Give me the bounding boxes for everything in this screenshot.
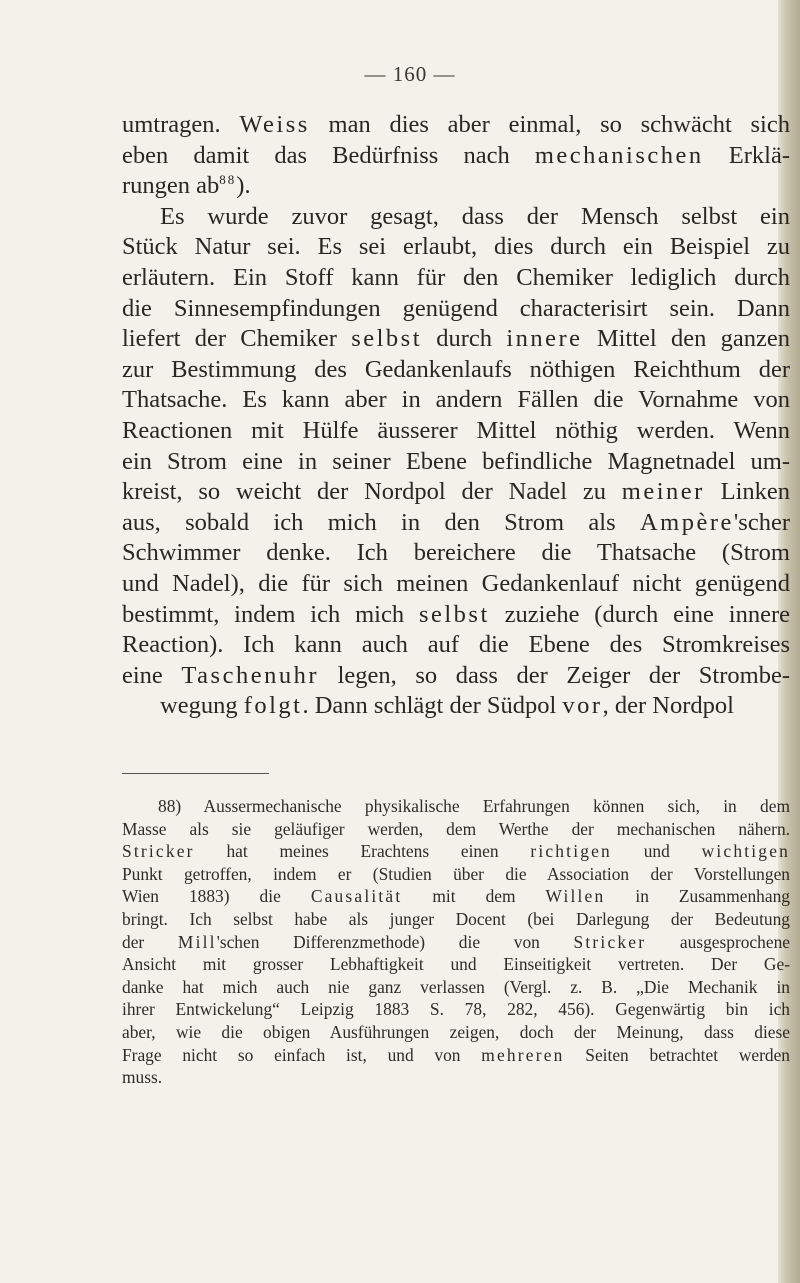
text-line — [122, 263, 790, 294]
text-segment: erläutern. Ein Stoff kann für den Chemiker lediglich durch — [122, 263, 790, 291]
text-line — [122, 232, 790, 263]
footnote-separator — [122, 773, 269, 774]
emphasized-word: meiner — [621, 478, 705, 506]
text-segment: Punkt getroffen, indem er (Studien über die Association der Vorstellungen — [122, 863, 790, 884]
text-segment: legen, so dass der Zeiger der Strombe- — [318, 661, 790, 689]
text-segment: 'schen Differenzmethode) die von — [216, 931, 574, 952]
text-line — [122, 294, 790, 325]
text-segment: liefert der Chemiker — [122, 325, 352, 353]
footnote-line — [122, 840, 790, 863]
text-segment: Erklä- — [703, 141, 791, 169]
emphasized-word: vor — [562, 692, 603, 720]
text-segment: hat meines Erachtens einen — [194, 841, 531, 862]
footnote-line — [122, 818, 790, 841]
text-line — [122, 171, 790, 202]
text-line — [122, 416, 790, 447]
footnote-line — [122, 908, 790, 931]
text-segment: eine — [122, 661, 182, 689]
emphasized-word: Weiss — [239, 111, 310, 138]
text-segment: Thatsache. Es kann aber in andern Fällen die Vornahme von — [122, 386, 790, 414]
main-text — [122, 110, 790, 722]
text-segment: der — [122, 931, 178, 952]
emphasized-word: mehreren — [481, 1044, 565, 1065]
text-segment: Reactionen mit Hülfe äusserer Mittel nöthig werden. Wenn — [122, 416, 790, 444]
footnote-reference: 88 — [219, 172, 237, 188]
text-segment: mit dem — [402, 886, 546, 907]
emphasized-word: selbst — [418, 600, 490, 628]
text-line — [122, 141, 790, 172]
page-number: — 160 — — [364, 62, 456, 86]
emphasized-word: Stricker — [122, 841, 195, 862]
text-line — [122, 538, 790, 569]
text-line — [122, 447, 790, 478]
text-segment: durch — [422, 325, 507, 353]
emphasized-word: selbst — [351, 325, 422, 353]
emphasized-word: mechanischen — [534, 141, 704, 169]
text-line — [122, 630, 790, 661]
emphasized-word: Willen — [545, 886, 606, 907]
text-segment: ihrer Entwickelung“ Leipzig 1883 S. 78, 282, 456). Gegenwärtig bin ich — [122, 999, 790, 1020]
text-line — [122, 355, 790, 386]
text-line — [122, 600, 790, 631]
text-segment: , der Nordpol — [602, 692, 734, 720]
text-segment: Stück Natur sei. Es sei erlaubt, dies durch ein Beispiel zu — [122, 233, 790, 261]
text-segment: Ansicht mit grosser Lebhaftigkeit und Einseitigkeit vertreten. Der Ge- — [122, 954, 790, 975]
text-segment: aus, sobald ich mich in den Strom als — [122, 508, 640, 536]
text-segment: Linken — [704, 478, 790, 506]
text-line — [122, 202, 790, 233]
text-segment: 88) Aussermechanische physikalische Erfahrungen können sich, in dem — [158, 796, 790, 816]
footnote-line — [122, 863, 790, 886]
text-segment: Wien 1883) die — [122, 886, 311, 907]
footnote-line — [122, 795, 790, 818]
emphasized-word: innere — [506, 325, 583, 353]
emphasized-word: Mill — [177, 931, 217, 952]
text-segment: in Zusammenhang — [605, 886, 790, 907]
text-segment: Mittel den ganzen — [582, 325, 790, 353]
text-line — [122, 691, 790, 722]
text-segment: zuziehe (durch eine innere — [489, 600, 790, 628]
text-segment: ein Strom eine in seiner Ebene befindliche Magnetnadel um- — [122, 447, 790, 475]
text-segment: Masse als sie geläufiger werden, dem Werthe der mechanischen nähern. — [122, 818, 790, 839]
text-segment: umtragen. — [122, 111, 240, 138]
text-line — [122, 508, 790, 539]
text-segment: Seiten betrachtet werden — [564, 1044, 791, 1065]
emphasized-word: Taschenuhr — [181, 661, 319, 689]
text-segment: danke hat mich auch nie ganz verlassen (Vergl. z. B. „Die Mechanik in — [122, 976, 790, 997]
text-segment: ). — [236, 172, 251, 200]
footnote — [122, 795, 790, 1089]
footnote-line — [122, 976, 790, 999]
text-line — [122, 477, 790, 508]
text-segment: man dies aber einmal, so schwächt sich — [309, 111, 790, 138]
footnote-line — [122, 1044, 790, 1067]
footnote-line — [122, 1066, 790, 1089]
text-segment: ausgesprochene — [646, 931, 790, 952]
footnote-line — [122, 931, 790, 954]
emphasized-word: folgt — [243, 692, 303, 720]
text-segment: . Dann schlägt der Südpol — [302, 692, 563, 720]
text-segment: Schwimmer denke. Ich bereichere die Thatsache (Strom — [122, 539, 790, 567]
emphasized-word: richtigen — [530, 841, 612, 862]
text-segment: zur Bestimmung des Gedankenlaufs nöthigen Reichthum der — [122, 355, 790, 383]
text-segment: muss. — [122, 1067, 163, 1088]
text-segment: Es wurde zuvor gesagt, dass der Mensch selbst ein — [160, 202, 790, 230]
emphasized-word: Causalität — [310, 886, 403, 907]
text-segment: wegung — [160, 692, 244, 720]
text-segment: 'scher — [733, 508, 790, 536]
footnote-line — [122, 1021, 790, 1044]
text-segment: die Sinnesempfindungen genügend characterisirt sein. Dann — [122, 294, 790, 322]
footnote-line — [122, 953, 790, 976]
footnote-line — [122, 885, 790, 908]
text-segment: eben damit das Bedürfniss nach — [122, 141, 535, 169]
text-segment: bestimmt, indem ich mich — [122, 600, 419, 628]
text-segment: Frage nicht so einfach ist, und von — [122, 1044, 482, 1065]
text-segment: und — [611, 841, 702, 862]
footnote-line — [122, 998, 790, 1021]
text-line — [122, 569, 790, 600]
text-line — [122, 110, 790, 141]
text-line — [122, 661, 790, 692]
text-segment: bringt. Ich selbst habe als junger Docent (bei Darlegung der Bedeutung — [122, 908, 790, 929]
text-line — [122, 324, 790, 355]
emphasized-word: Stricker — [573, 931, 647, 952]
text-segment: rungen ab — [122, 172, 220, 200]
text-line — [122, 385, 790, 416]
emphasized-word: wichtigen — [701, 841, 791, 862]
text-segment: aber, wie die obigen Ausführungen zeigen, doch der Meinung, dass diese — [122, 1021, 790, 1042]
text-segment: kreist, so weicht der Nordpol der Nadel zu — [122, 478, 622, 506]
text-segment: und Nadel), die für sich meinen Gedankenlauf nicht genügend — [122, 569, 790, 597]
emphasized-word: Ampère — [639, 508, 734, 536]
text-segment: Reaction). Ich kann auch auf die Ebene des Stromkreises — [122, 631, 790, 659]
